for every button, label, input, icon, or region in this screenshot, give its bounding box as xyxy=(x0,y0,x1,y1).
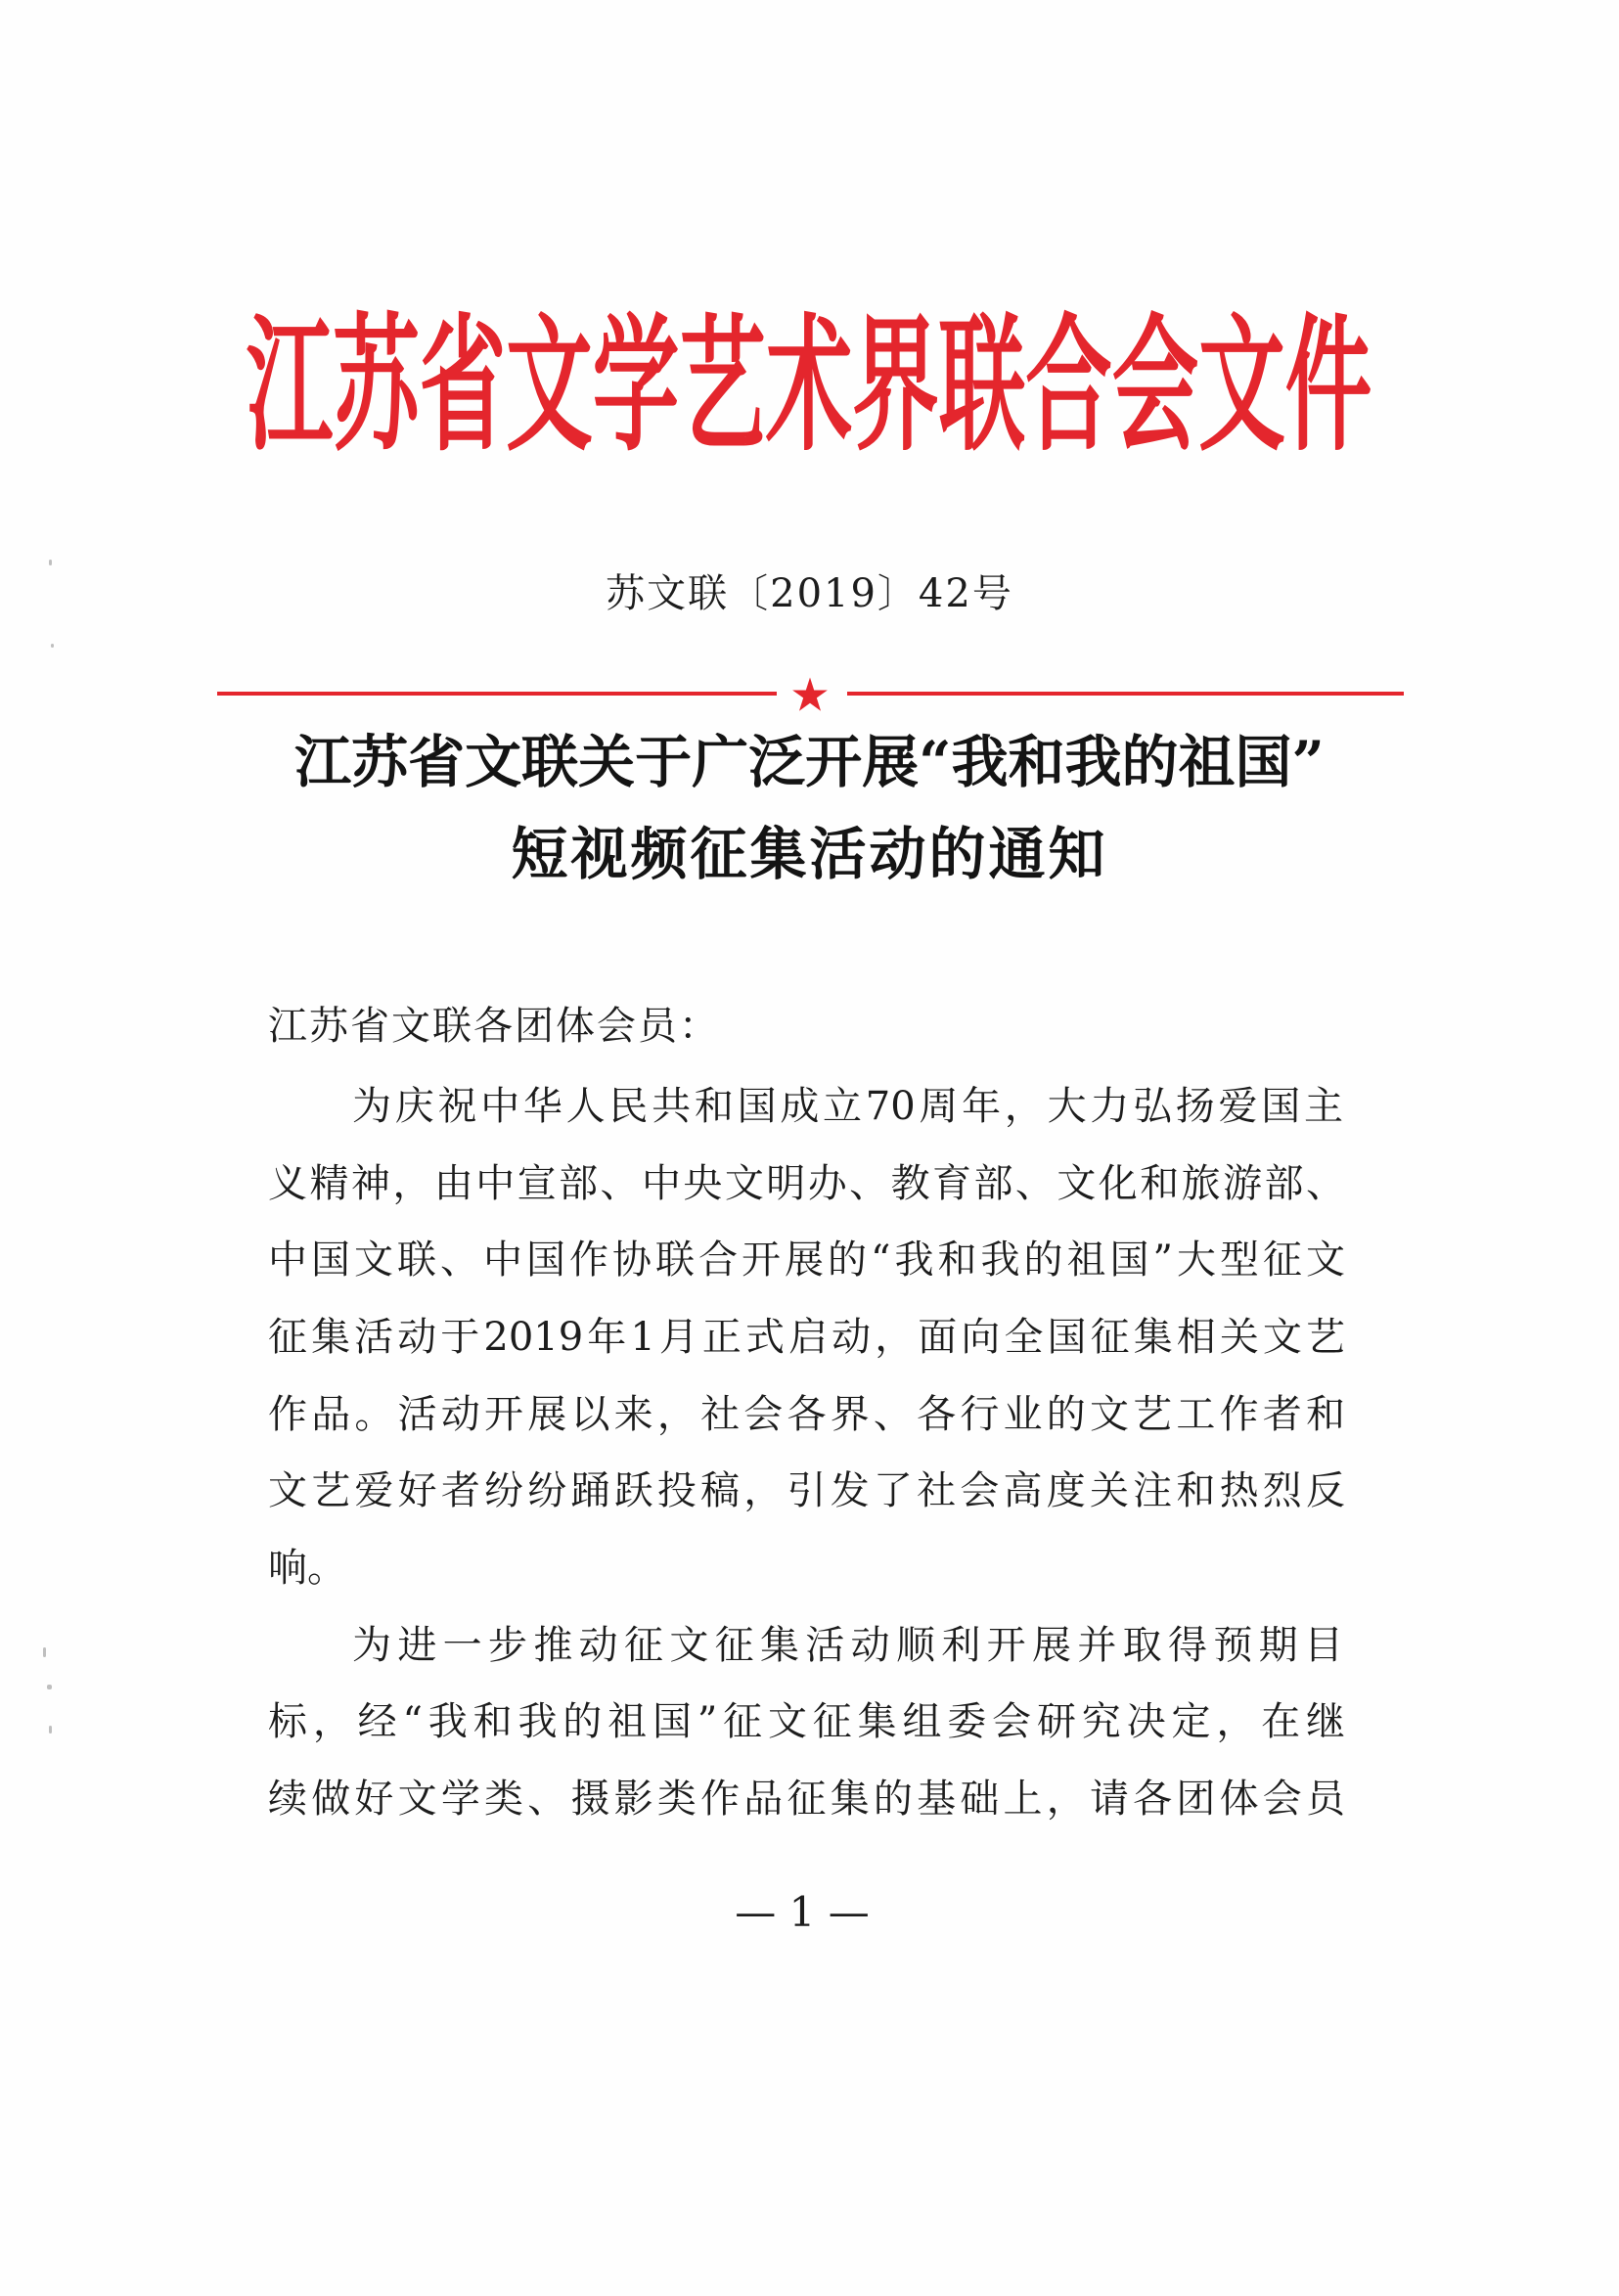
star-icon xyxy=(791,676,829,713)
notice-title-line: 江苏省文联关于广泛开展“我和我的祖国” xyxy=(294,729,1325,795)
text-line: 义精神，由中宣部、中央文明办、教育部、文化和旅游部、 xyxy=(268,1161,1345,1206)
notice-title-line: 短视频征集活动的通知 xyxy=(511,821,1108,887)
document-number: 苏文联〔2019〕42号 xyxy=(606,571,1013,616)
scan-mark xyxy=(51,644,54,648)
text-line: 征集活动于2019年1月正式启动，面向全国征集相关文艺 xyxy=(268,1315,1345,1360)
red-divider-left xyxy=(217,692,777,696)
text-line: 文艺爱好者纷纷踊跃投稿，引发了社会高度关注和热烈反 xyxy=(268,1468,1345,1513)
text-line: 作品。活动开展以来，社会各界、各行业的文艺工作者和 xyxy=(268,1392,1345,1437)
salutation: 江苏省文联各团体会员： xyxy=(268,1004,720,1049)
text-line: 续做好文学类、摄影类作品征集的基础上，请各团体会员 xyxy=(268,1777,1345,1822)
text-line: 中国文联、中国作协联合开展的“我和我的祖国”大型征文 xyxy=(268,1238,1345,1283)
scan-mark xyxy=(43,1647,46,1657)
text-line: 为庆祝中华人民共和国成立70周年，大力弘扬爱国主 xyxy=(352,1084,1343,1129)
masthead-title: 江苏省文学艺术界联合会文件 xyxy=(246,299,1372,472)
text-line: 标，经“我和我的祖国”征文征集组委会研究决定，在继 xyxy=(268,1699,1345,1744)
red-divider-right xyxy=(847,692,1404,696)
scan-mark xyxy=(49,560,52,565)
text-line: 响。 xyxy=(268,1546,346,1591)
page-number: — 1 — xyxy=(735,1888,870,1936)
text-line: 为进一步推动征文征集活动顺利开展并取得预期目 xyxy=(352,1623,1343,1668)
scan-mark xyxy=(49,1726,52,1733)
scan-mark xyxy=(47,1685,52,1689)
